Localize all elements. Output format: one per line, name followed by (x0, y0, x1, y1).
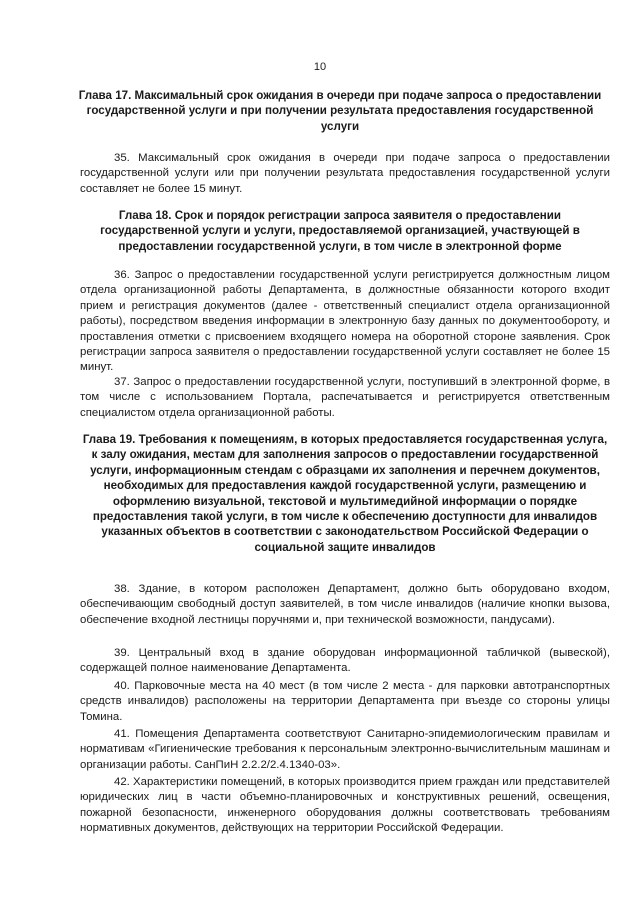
paragraph-41: 41. Помещения Департамента соответствуют Санитарно-эпидемиологическим правилам и нормативам «Гигиенические требования к персональным электронно-вычислительным машинам и организации работы. СанПиН 2.2.2/2.4.1340-03». (80, 728, 610, 771)
paragraph-42: 42. Характеристики помещений, в которых производится прием граждан или представителей юридических лиц в части объемно-планировочных и конструктивных решений, освещения, пожарной безопасности, инженерного оборудования должны соответствовать требованиям нормативных документов, действующих на территории Российской Федерации. (80, 776, 610, 835)
page-number: 10 (313, 61, 327, 73)
paragraph-36: 36. Запрос о предоставлении государственной услуги регистрируется должностным лицом отдела организационной работы Департамента, в должностные обязанности которого входит прием и регистрация документов (далее - ответственный специалист отдела организационной работы), посредством введения информации в электронную базу данных по документообороту, и проставления отметки с присвоением входящего номера на оборотной стороне заявления. Срок регистрации запроса заявителя о предоставлении государственной услуги составляет не более 15 минут. (80, 269, 610, 374)
paragraph-37: 37. Запрос о предоставлении государственной услуги, поступивший в электронной форме, в том числе с использованием Портала, распечатывается и регистрируется ответственным специалистом отдела организационной работы. (80, 376, 610, 419)
chapter-18-heading: Глава 18. Срок и порядок регистрации запроса заявителя о предоставлении государственной услуги и услуги, предоставляемой организацией, участвующей в предоставлении государственной услуги, в том числе в электронной форме (100, 209, 580, 253)
paragraph-38: 38. Здание, в котором расположен Департамент, должно быть оборудовано входом, обеспечивающим свободный доступ заявителей, в том числе инвалидов (наличие кнопки вызова, обеспечение входной лестницы поручнями и, при технической возможности, пандусами). (80, 583, 610, 626)
chapter-19-heading: Глава 19. Требования к помещениям, в которых предоставляется государственная услуга, к залу ожидания, местам для заполнения запросов о предоставлении государственной услуги, информационным стендам с образцами их заполнения и перечнем документов, необходимых для предоставления каждой государственной услуги, размещению и оформлению визуальной, текстовой и мультимедийной информации о порядке предоставления такой услуги, в том числе к обеспечению доступности для инвалидов указанных объектов в соответствии с законодательством Российской Федерации о социальной защите инвалидов (82, 433, 608, 554)
paragraph-35: 35. Максимальный срок ожидания в очереди при подаче запроса о предоставлении государственной услуги или при получении результата предоставления государственной услуги составляет не более 15 минут. (80, 152, 610, 195)
paragraph-40: 40. Парковочные места на 40 мест (в том числе 2 места - для парковки автотранспортных средств инвалидов) расположены на территории Департамента при въезде со стороны улицы Томина. (80, 680, 610, 723)
chapter-17-heading: Глава 17. Максимальный срок ожидания в очереди при подаче запроса о предоставлении государственной услуги и при получении результата предоставления государственной услуги (78, 89, 602, 133)
paragraph-39: 39. Центральный вход в здание оборудован информационной табличкой (вывеской), содержащей полное наименование Департамента. (80, 647, 610, 675)
